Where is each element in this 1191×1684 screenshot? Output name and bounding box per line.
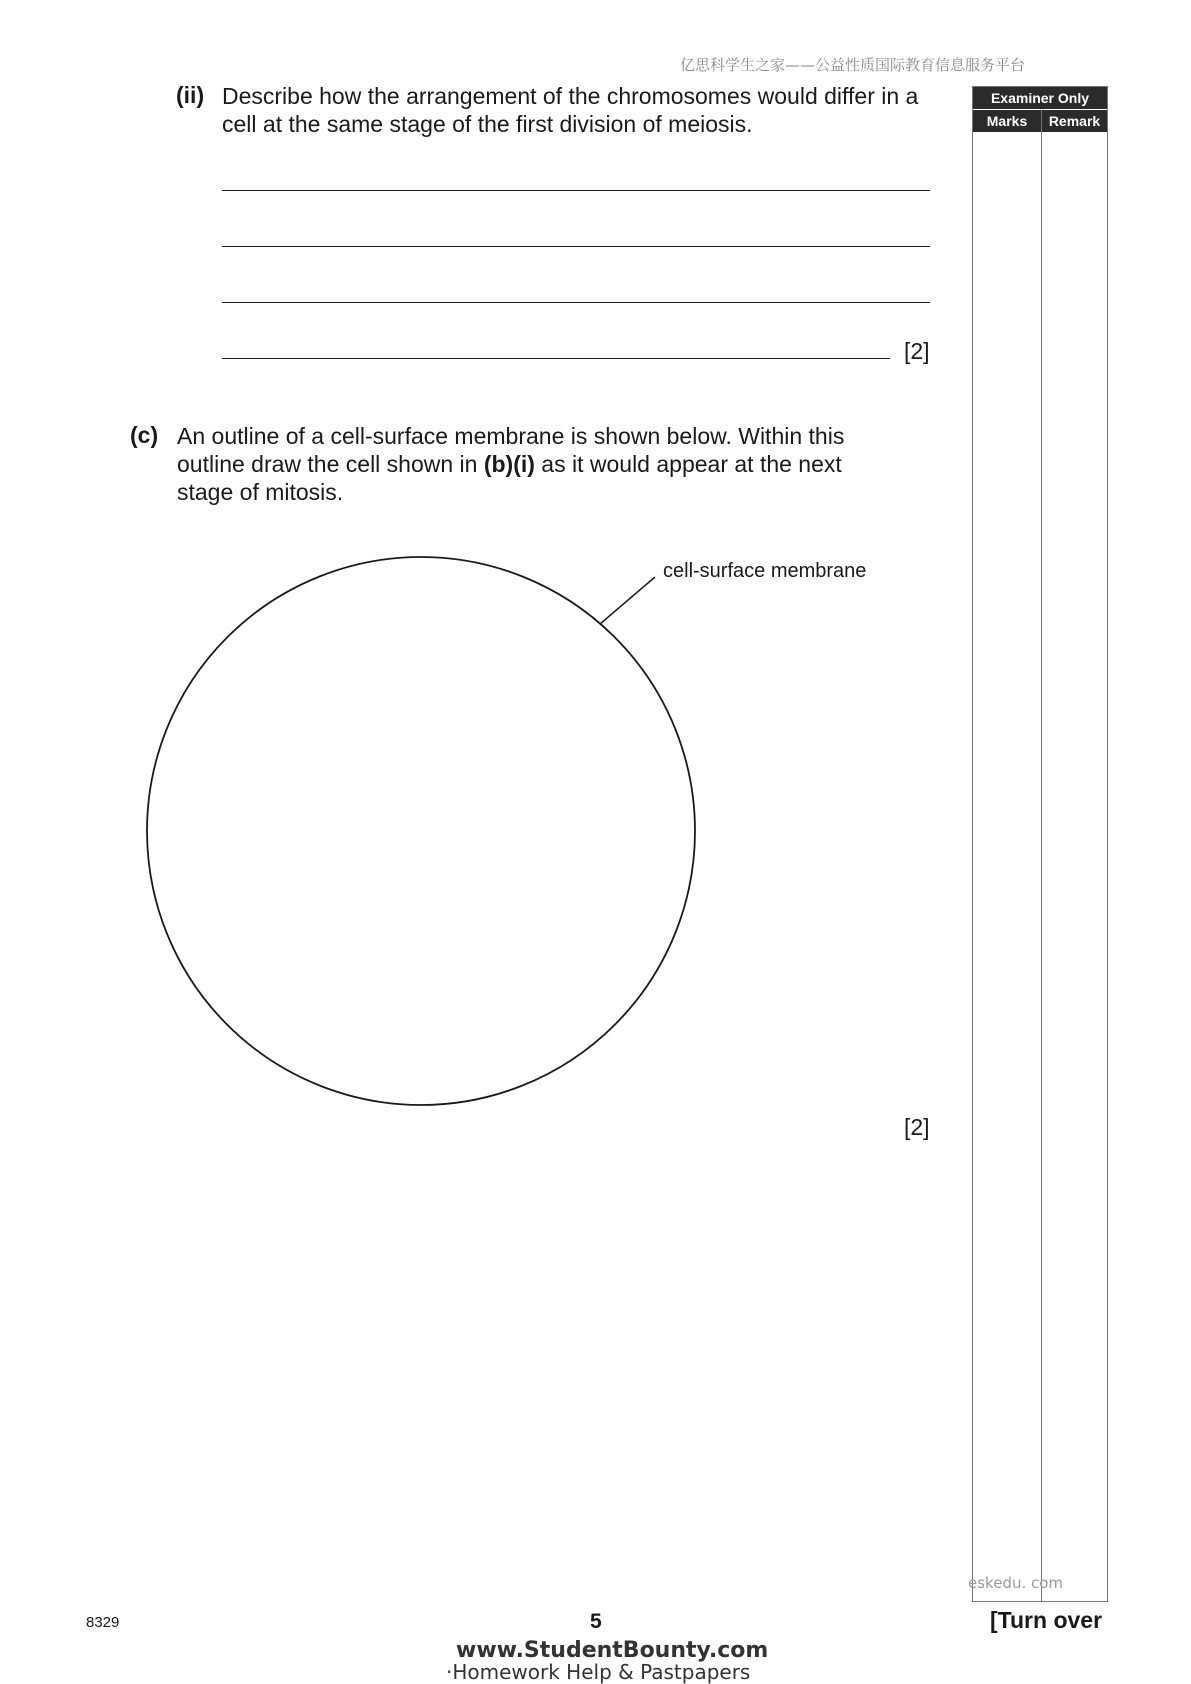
remark-column-header: Remark [1042, 110, 1107, 132]
label-leader-line [600, 577, 655, 624]
corner-watermark: eskedu. com [968, 1574, 1064, 1592]
page-number: 5 [590, 1610, 602, 1633]
studentbounty-tagline: ·Homework Help & Pastpapers [446, 1660, 751, 1684]
diagram-label: cell-surface membrane [663, 560, 867, 582]
studentbounty-url[interactable]: www.StudentBounty.com [456, 1638, 769, 1663]
paper-code: 8329 [86, 1614, 120, 1631]
turn-over-label: [Turn over [990, 1607, 1103, 1633]
question-text-c-part2: as it would appear at the next stage of mitosis. [177, 451, 842, 505]
marks-b-ii: [2] [904, 338, 930, 364]
cell-surface-membrane-circle [147, 557, 695, 1105]
question-text-c-part1: An outline of a cell-surface membrane is shown below. Within this outline draw the cell shown in [177, 423, 845, 477]
examiner-only-box [972, 86, 1108, 1602]
question-text-c-reference: (b)(i) [483, 451, 535, 477]
marks-c: [2] [904, 1114, 930, 1140]
header-watermark: 亿思科学生之家——公益性质国际教育信息服务平台 [680, 56, 1026, 74]
marks-column-header: Marks [973, 110, 1041, 132]
column-divider [1041, 110, 1042, 1601]
question-label-b-ii: (ii) [176, 82, 205, 108]
examiner-only-title: Examiner Only [973, 87, 1107, 109]
question-text-b-ii: Describe how the arrangement of the chromosomes would differ in a cell at the same stage of the first division of meiosis. [222, 83, 919, 137]
question-label-c: (c) [130, 422, 159, 448]
